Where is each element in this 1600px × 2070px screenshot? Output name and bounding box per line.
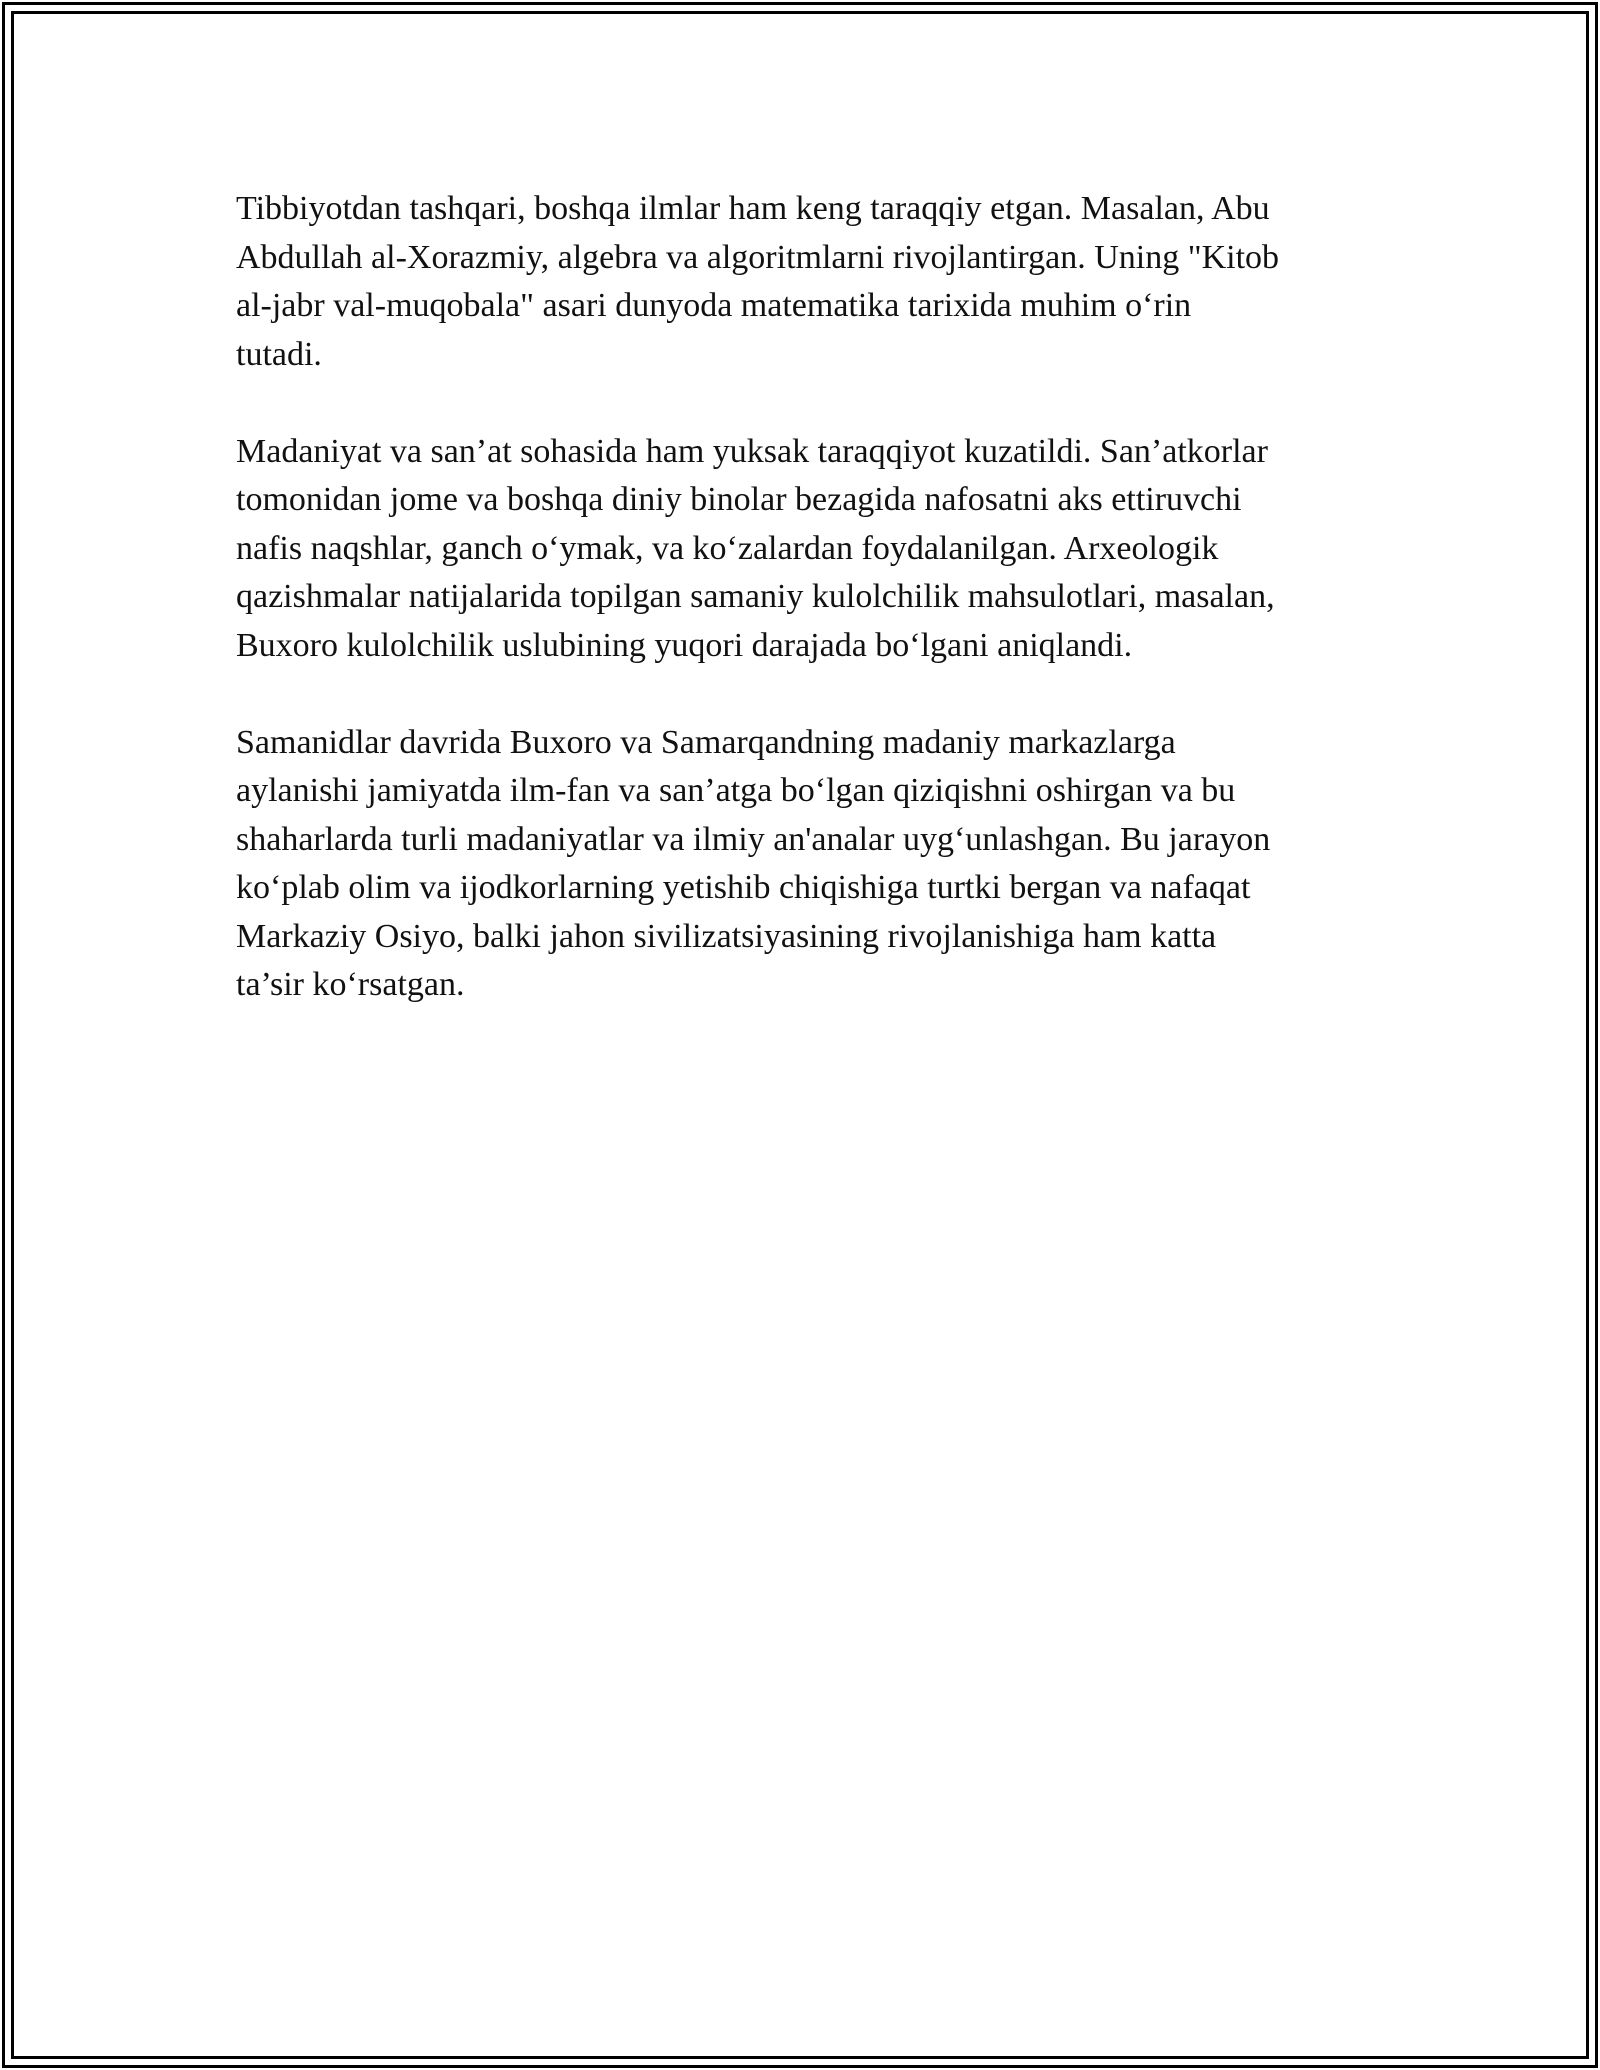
- text-line: Abdullah al-Xorazmiy, algebra va algoritmlarni rivojlantirgan. Uning "Kitob: [236, 238, 1280, 276]
- text-line: ko‘plab olim va ijodkorlarning yetishib chiqishiga turtki bergan va nafaqat: [236, 869, 1251, 906]
- paragraph-madaniyat: [236, 428, 1376, 671]
- text-line: shaharlarda turli madaniyatlar va ilmiy an'analar uyg‘unlashgan. Bu jarayon: [236, 820, 1271, 858]
- paragraph-samanidlar: [236, 719, 1376, 1010]
- paragraph-al-xorazmiy: [236, 185, 1376, 379]
- text-line: tutadi.: [236, 335, 322, 373]
- text-line: Markaziy Osiyo, balki jahon sivilizatsiyasining rivojlanishiga ham katta: [236, 917, 1217, 955]
- text-line: qazishmalar natijalarida topilgan samaniy kulolchilik mahsulotlari, masalan,: [236, 578, 1275, 615]
- text-line: Tibbiyotdan tashqari, boshqa ilmlar ham keng taraqqiy etgan. Masalan, Abu: [236, 190, 1270, 227]
- text-line: al-jabr val-muqobala" asari dunyoda matematika tarixida muhim o‘rin: [236, 287, 1192, 324]
- text-line: aylanishi jamiyatda ilm-fan va san’atga bo‘lgan qiziqishni oshirgan va bu: [236, 772, 1236, 809]
- text-line: Buxoro kulolchilik uslubining yuqori darajada bo‘lgani aniqlandi.: [236, 626, 1133, 664]
- document-body: [236, 185, 1376, 1058]
- text-line: Samanidlar davrida Buxoro va Samarqandning madaniy markazlarga: [236, 723, 1176, 761]
- text-line: Madaniyat va san’at sohasida ham yuksak taraqqiyot kuzatildi. San’atkorlar: [236, 432, 1268, 470]
- text-line: nafis naqshlar, ganch o‘ymak, va ko‘zalardan foydalanilgan. Arxeologik: [236, 529, 1219, 567]
- text-line: ta’sir ko‘rsatgan.: [236, 966, 465, 1003]
- text-line: tomonidan jome va boshqa diniy binolar bezagida nafosatni aks ettiruvchi: [236, 481, 1242, 518]
